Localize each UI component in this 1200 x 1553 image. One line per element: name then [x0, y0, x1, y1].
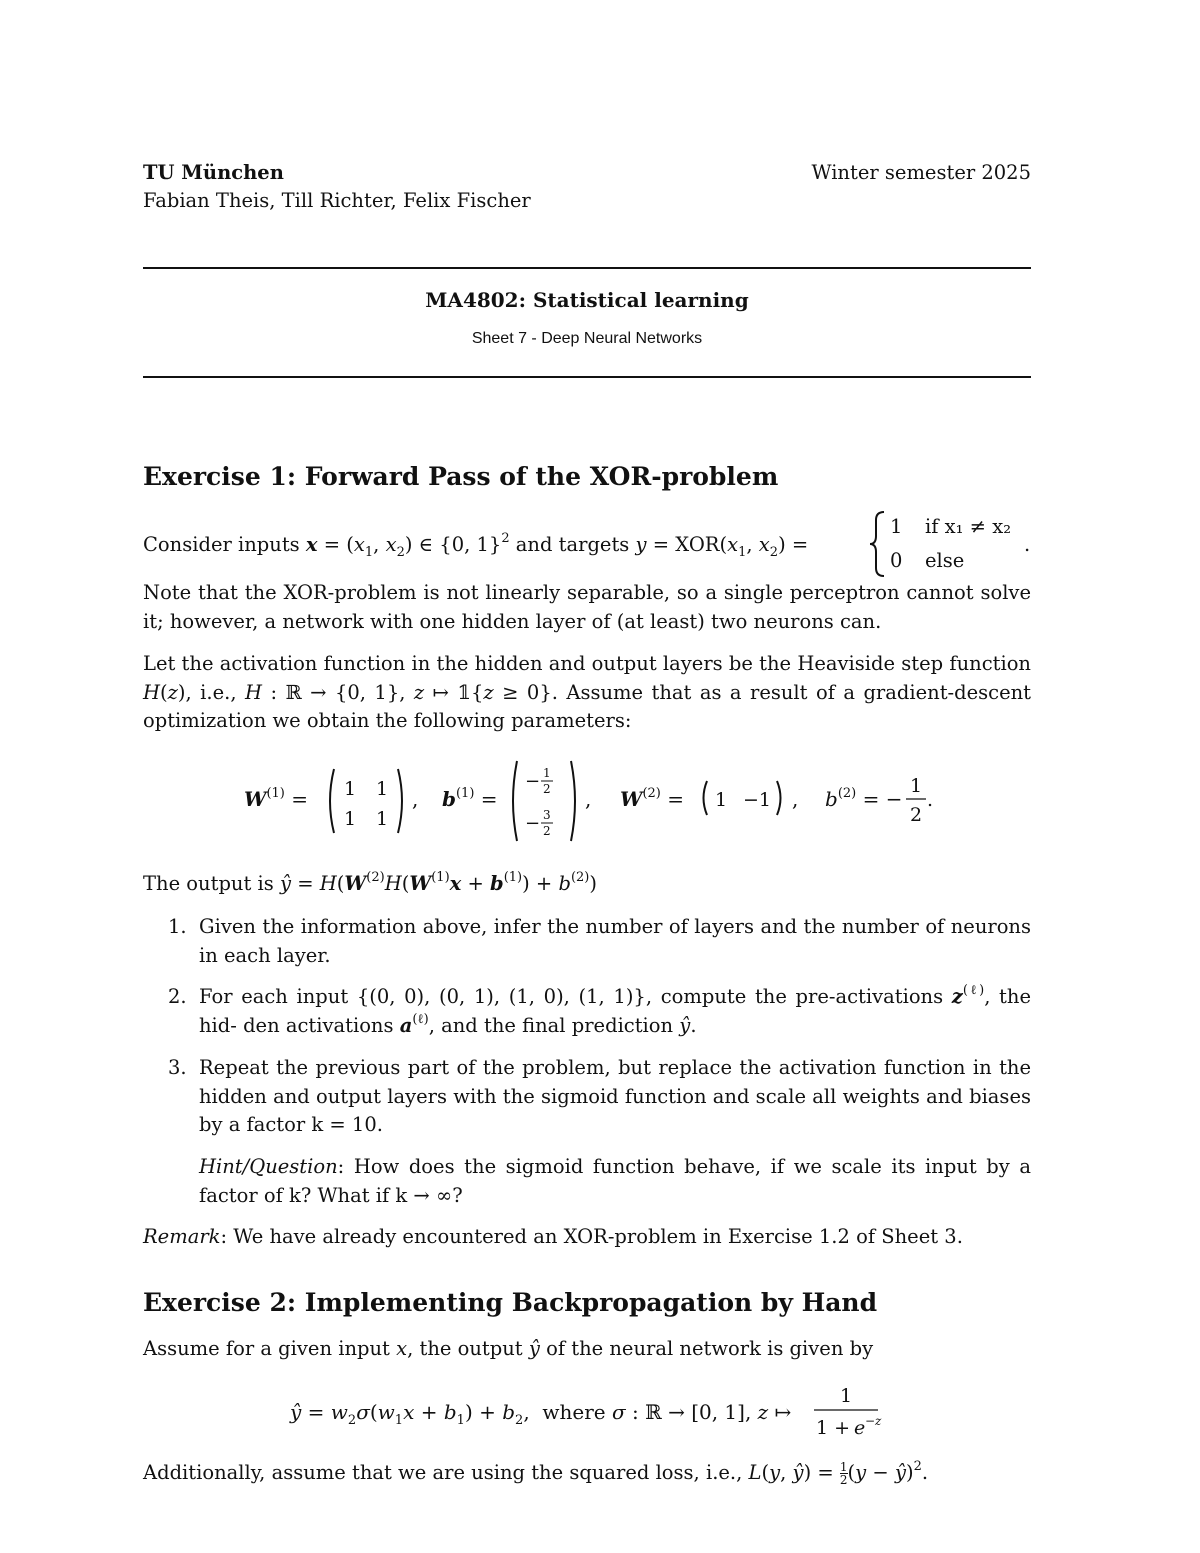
case-1-value: 1: [890, 515, 903, 538]
b2-label: $b^{(2)}$ = −: [825, 786, 903, 811]
svg-text:1: 1: [344, 808, 357, 830]
hint-label: Hint/Question: [199, 1155, 338, 1178]
svg-text:3: 3: [543, 808, 551, 822]
w1-label: $W^{(1)}$ =: [244, 786, 309, 811]
exercise-1-heading: Exercise 1: Forward Pass of the XOR-problem: [143, 462, 779, 491]
item-2-number: 2.: [168, 985, 187, 1008]
authors: Fabian Theis, Till Richter, Felix Fischer: [143, 189, 531, 212]
hint-text: : How does the sigmoid function behave, if we scale its input by a factor of k? What if k → ∞?: [199, 1155, 1031, 1207]
consider-text-a: Consider inputs: [143, 533, 306, 556]
item-2-text-a: For each input {(0, 0), (0, 1), (1, 0), (1, 1)}, compute the pre-activations: [199, 985, 952, 1008]
x-vector-symbol: x: [305, 533, 318, 556]
sigmoid-fraction: [812, 1380, 884, 1440]
cases-brace-icon: [868, 510, 890, 578]
xor-definition-line: Consider inputs $x = (x_1$, $x_2$) ∈ {0, 1}$^2$ and targets $y = XOR(x_1$, $x_2$) =: [143, 531, 809, 560]
b2-fraction: [904, 770, 934, 826]
svg-text:1: 1: [376, 778, 389, 800]
svg-text:1: 1: [376, 808, 389, 830]
semester: Winter semester 2025: [811, 161, 1031, 184]
svg-text:−: −: [525, 813, 541, 834]
svg-text:.: .: [927, 789, 934, 811]
svg-text:−1: −1: [743, 789, 772, 811]
svg-text:2: 2: [910, 804, 923, 826]
hint-paragraph: [199, 1153, 1031, 1210]
w1-matrix: [324, 765, 408, 837]
loss-sentence: Additionally, assume that we are using the squared loss, i.e., L(y, ŷ) = $\frac{1}{2}$ (y − ŷ)$^2$.: [143, 1459, 929, 1487]
case-1-condition: if x₁ ≠ x₂: [925, 515, 1012, 538]
exercise-2-intro: Assume for a given input x, the output ŷ of the neural network is given by: [143, 1337, 874, 1360]
course-title: MA4802: Statistical learning: [425, 288, 749, 312]
svg-text:1: 1: [543, 766, 551, 780]
activation-intro: Let the activation function in the hidden and output layers be the Heaviside step function: [143, 652, 1031, 675]
svg-text:1: 1: [840, 1385, 853, 1407]
svg-text:1 +: 1 +: [816, 1417, 851, 1439]
note-paragraph: Note that the XOR-problem is not linearly separable, so a single perceptron cannot solve it; however, a network with one hidden layer of (at least) two neurons can.: [143, 581, 1031, 633]
svg-text:1: 1: [910, 775, 923, 797]
top-rule: [143, 267, 1031, 269]
item-2-text: For each input {(0, 0), (0, 1), (1, 0), (1, 1)}, compute the pre-activations $z^{(\ell)}$, the hid- den activations $a^{(\ell)}$, and the final prediction ŷ.: [199, 983, 1031, 1037]
case-2-condition: else: [925, 549, 965, 572]
case-2-value: 0: [890, 549, 903, 572]
item-1-number: 1.: [168, 915, 187, 938]
b1-label: $b^{(1)}$ =: [442, 786, 498, 811]
item-2-text-b: , the hid-: [199, 985, 1031, 1037]
remark-label: Remark: [143, 1225, 221, 1248]
b1-vector: [507, 757, 581, 845]
case-period: .: [1024, 533, 1031, 556]
remark-text: : We have already encountered an XOR-problem in Exercise 1.2 of Sheet 3.: [220, 1225, 963, 1248]
activation-def-c: optimization we obtain the following parameters:: [143, 709, 632, 732]
loss-text: Additionally, assume that we are using the squared loss, i.e.,: [143, 1461, 749, 1484]
item-2-text-d: , and the final prediction: [428, 1013, 680, 1037]
svg-text:1: 1: [344, 778, 357, 800]
svg-text:−: −: [525, 771, 541, 792]
item-2-text-e: .: [690, 1013, 697, 1037]
activation-paragraph: Let the activation function in the hidden and output layers be the Heaviside step function H(z), i.e., H : ℝ → {0, 1}, z ↦ 𝟙{z ≥ 0}. Assume that as a result of a gradient-descent optimization we obtain the following parameters:: [143, 652, 1032, 732]
activation-def-b: . Assume that as a result of a gradient-descent: [551, 680, 1032, 704]
svg-text:2: 2: [543, 824, 551, 838]
item-2-text-c: den activations: [243, 1013, 400, 1037]
comma-2: ,: [585, 787, 592, 811]
activation-def-a: , i.e.,: [185, 680, 245, 704]
item-3-text: Repeat the previous part of the problem, but replace the activation function in the hidden and output layers with the sigmoid function and scale all weights and biases by a factor k = 10.: [199, 1056, 1031, 1136]
where-text: where: [542, 1400, 606, 1424]
ex2-intro-c: of the neural network is given by: [539, 1337, 874, 1360]
institution: TU München: [143, 161, 284, 184]
w2-label: $W^{(2)}$ =: [620, 786, 685, 811]
comma-1: ,: [412, 787, 419, 811]
ex2-intro-a: Assume for a given input: [143, 1337, 397, 1360]
item-1-text: Given the information above, infer the number of layers and the number of neurons in each layer.: [199, 915, 1031, 967]
svg-text:e: e: [854, 1417, 866, 1439]
output-intro: The output is: [143, 872, 280, 895]
comma-3: ,: [792, 787, 799, 811]
sheet-title: Sheet 7 - Deep Neural Networks: [471, 330, 703, 347]
svg-text:−z: −z: [865, 1414, 882, 1428]
w2-matrix: [697, 778, 789, 818]
exercise-2-heading: Exercise 2: Implementing Backpropagation by Hand: [143, 1288, 878, 1317]
item-3-number: 3.: [168, 1056, 187, 1079]
svg-text:2: 2: [543, 782, 551, 796]
output-formula: The output is ŷ = $H(W^{(2)}H(W^{(1)}x + b^{(1)}) + b^{(2)})$: [143, 870, 597, 895]
network-equation: ŷ = $w_2\sigma(w_1x + b_1) + b_2$, where σ : ℝ → [0, 1], z ↦: [290, 1400, 792, 1428]
consider-text-b: and targets: [509, 533, 636, 556]
bottom-rule: [143, 376, 1031, 378]
ex2-intro-b: , the output: [407, 1337, 529, 1360]
svg-text:1: 1: [715, 789, 728, 811]
remark-paragraph: [143, 1223, 1031, 1252]
